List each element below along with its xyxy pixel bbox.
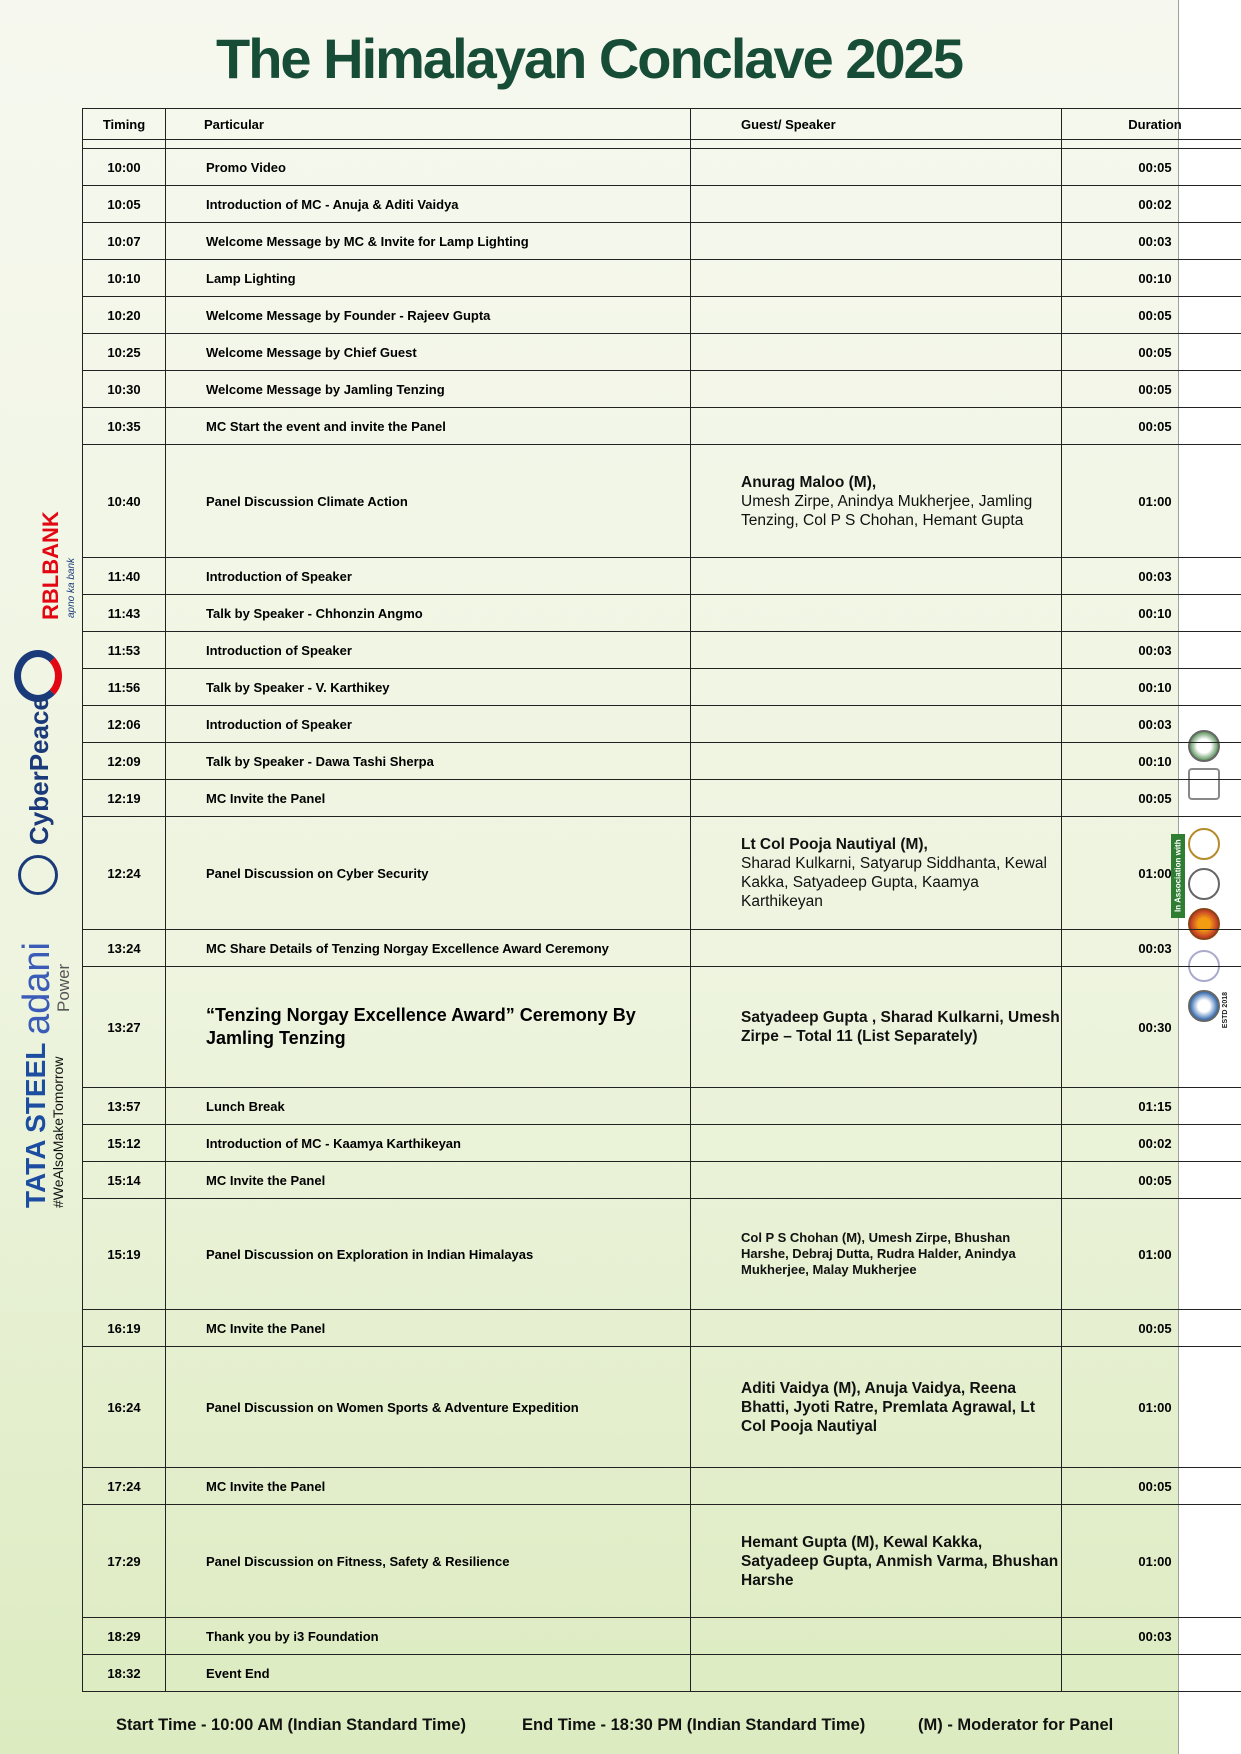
row-duration: 00:02 [1062, 186, 1241, 223]
row-particular: Talk by Speaker - Dawa Tashi Sherpa [166, 743, 691, 780]
footer-start-time: Start Time - 10:00 AM (Indian Standard Time) [116, 1716, 466, 1734]
row-guest [691, 223, 1062, 260]
row-time: 13:57 [83, 1088, 166, 1125]
row-guest [691, 1310, 1062, 1347]
row-time: 10:05 [83, 186, 166, 223]
row-time: 15:19 [83, 1199, 166, 1310]
row-duration: 00:03 [1062, 223, 1241, 260]
table-row [83, 1162, 1241, 1199]
row-duration: 01:00 [1062, 1505, 1241, 1618]
row-guest [691, 1505, 1062, 1618]
row-guest [691, 1468, 1062, 1505]
header-guest: Guest/ Speaker [691, 109, 1062, 140]
row-duration: 00:03 [1062, 930, 1241, 967]
rbl-mark-icon [14, 650, 62, 702]
table-row [83, 149, 1241, 186]
row-time: 18:32 [83, 1655, 166, 1692]
guest-moderator: Lt Col Pooja Nautiyal (M), [741, 836, 928, 853]
page-title: The Himalayan Conclave 2025 [216, 27, 962, 90]
tata-tagline: #WeAlsoMakeTomorrow [50, 1056, 66, 1208]
row-particular: Talk by Speaker - V. Karthikey [166, 669, 691, 706]
rbl-bank-logo: RBLBANK [38, 511, 63, 620]
row-time: 11:53 [83, 632, 166, 669]
row-duration: 01:00 [1062, 1347, 1241, 1468]
guest-moderator: Anurag Maloo (M), [741, 473, 877, 491]
row-time: 17:29 [83, 1505, 166, 1618]
cyberpeace-logo: CyberPeace [24, 696, 54, 845]
row-time: 10:35 [83, 408, 166, 445]
row-guest [691, 632, 1062, 669]
row-duration: 00:05 [1062, 1162, 1241, 1199]
row-time: 13:27 [83, 967, 166, 1088]
row-guest [691, 669, 1062, 706]
row-time: 11:43 [83, 595, 166, 632]
row-time: 12:19 [83, 780, 166, 817]
row-particular: MC Invite the Panel [166, 1310, 691, 1347]
row-guest [691, 1655, 1062, 1692]
row-time: 15:12 [83, 1125, 166, 1162]
table-row [83, 1310, 1241, 1347]
estd-label: ESTD 2018 [1222, 992, 1229, 1029]
row-time: 13:24 [83, 930, 166, 967]
table-row [83, 223, 1241, 260]
table-row [83, 1088, 1241, 1125]
adani-power-label: Power [54, 963, 73, 1012]
table-row [83, 780, 1241, 817]
row-particular: MC Invite the Panel [166, 1162, 691, 1199]
table-row [83, 967, 1241, 1088]
row-duration: 00:05 [1062, 1310, 1241, 1347]
row-particular: Panel Discussion on Women Sports & Adventure Expedition [166, 1347, 691, 1468]
row-duration: 00:05 [1062, 149, 1241, 186]
table-row [83, 371, 1241, 408]
row-duration: 00:05 [1062, 780, 1241, 817]
in-association-label: In Association with [1171, 834, 1185, 918]
row-time: 12:06 [83, 706, 166, 743]
table-row [83, 669, 1241, 706]
table-row [83, 558, 1241, 595]
row-duration: 00:10 [1062, 595, 1241, 632]
row-time: 11:56 [83, 669, 166, 706]
row-guest [691, 149, 1062, 186]
row-duration: 00:03 [1062, 632, 1241, 669]
row-time: 17:24 [83, 1468, 166, 1505]
row-particular: MC Invite the Panel [166, 780, 691, 817]
row-guest [691, 930, 1062, 967]
guest-list: Sharad Kulkarni, Satyarup Siddhanta, Kewal Kakka, Satyadeep Gupta, Kaamya Karthikeyan [741, 855, 1047, 910]
row-guest [691, 371, 1062, 408]
header-particular: Particular [166, 109, 691, 140]
row-particular: Introduction of Speaker [166, 558, 691, 595]
table-row [83, 930, 1241, 967]
table-row [83, 186, 1241, 223]
row-time: 10:40 [83, 445, 166, 558]
row-particular: Introduction of Speaker [166, 632, 691, 669]
row-duration: 00:03 [1062, 558, 1241, 595]
row-particular: MC Invite the Panel [166, 1468, 691, 1505]
row-duration: 01:00 [1062, 445, 1241, 558]
row-duration: 01:15 [1062, 1088, 1241, 1125]
row-duration: 00:30 [1062, 967, 1241, 1088]
row-particular: Welcome Message by Chief Guest [166, 334, 691, 371]
row-particular: Promo Video [166, 149, 691, 186]
row-guest [691, 297, 1062, 334]
row-time: 10:25 [83, 334, 166, 371]
row-guest [691, 595, 1062, 632]
row-particular: MC Start the event and invite the Panel [166, 408, 691, 445]
row-time: 16:24 [83, 1347, 166, 1468]
row-particular: Welcome Message by Founder - Rajeev Gupta [166, 297, 691, 334]
row-time: 12:24 [83, 817, 166, 930]
row-particular: Introduction of MC - Anuja & Aditi Vaidya [166, 186, 691, 223]
row-duration: 00:05 [1062, 297, 1241, 334]
row-guest [691, 1199, 1062, 1310]
table-row [83, 817, 1241, 930]
schedule-table [82, 108, 1241, 1692]
row-guest [691, 967, 1062, 1088]
row-guest [691, 1618, 1062, 1655]
table-row [83, 445, 1241, 558]
row-guest [691, 186, 1062, 223]
row-particular: Introduction of Speaker [166, 706, 691, 743]
row-time: 10:00 [83, 149, 166, 186]
row-duration: 00:02 [1062, 1125, 1241, 1162]
header-duration: Duration [1062, 109, 1241, 140]
row-guest [691, 1088, 1062, 1125]
row-particular: Panel Discussion on Fitness, Safety & Resilience [166, 1505, 691, 1618]
adani-logo: adani [16, 942, 58, 1035]
table-row [83, 743, 1241, 780]
table-row [83, 706, 1241, 743]
row-duration [1062, 1655, 1241, 1692]
table-row [83, 408, 1241, 445]
row-guest [691, 260, 1062, 297]
table-row [83, 1125, 1241, 1162]
rbl-tagline: apno ka bank [66, 557, 77, 618]
row-guest [691, 408, 1062, 445]
table-row [83, 595, 1241, 632]
row-duration: 01:00 [1062, 817, 1241, 930]
row-duration: 00:05 [1062, 1468, 1241, 1505]
table-row [83, 632, 1241, 669]
row-particular: Talk by Speaker - Chhonzin Angmo [166, 595, 691, 632]
row-guest [691, 1162, 1062, 1199]
table-row [83, 1347, 1241, 1468]
table-row [83, 1199, 1241, 1310]
row-particular: Thank you by i3 Foundation [166, 1618, 691, 1655]
row-particular: “Tenzing Norgay Excellence Award” Ceremony By Jamling Tenzing [166, 967, 691, 1088]
row-time: 10:20 [83, 297, 166, 334]
row-particular: Panel Discussion on Exploration in Indian Himalayas [166, 1199, 691, 1310]
footer-bar [0, 1716, 1178, 1740]
row-time: 16:19 [83, 1310, 166, 1347]
cyberpeace-mark-icon [18, 855, 58, 895]
row-duration: 01:00 [1062, 1199, 1241, 1310]
row-particular: Lunch Break [166, 1088, 691, 1125]
row-guest [691, 445, 1062, 558]
table-row [83, 334, 1241, 371]
guest-list: Aditi Vaidya (M), Anuja Vaidya, Reena Bhatti, Jyoti Ratre, Premlata Agrawal, Lt Col Pooja Nautiyal [741, 1379, 1036, 1435]
footer-moderator-note: (M) - Moderator for Panel [918, 1716, 1114, 1734]
row-guest [691, 743, 1062, 780]
row-time: 11:40 [83, 558, 166, 595]
row-guest [691, 1347, 1062, 1468]
guest-list: Umesh Zirpe, Anindya Mukherjee, Jamling Tenzing, Col P S Chohan, Hemant Gupta [741, 492, 1033, 529]
table-header-row [83, 109, 1241, 140]
row-guest [691, 558, 1062, 595]
row-particular: Panel Discussion Climate Action [166, 445, 691, 558]
sponsor-logos [8, 480, 78, 1240]
footer-end-time: End Time - 18:30 PM (Indian Standard Time) [522, 1716, 866, 1734]
guest-list: Col P S Chohan (M), Umesh Zirpe, Bhushan Harshe, Debraj Dutta, Rudra Halder, Anindya Mukherjee, Malay Mukherjee [741, 1230, 1016, 1277]
row-particular: MC Share Details of Tenzing Norgay Excellence Award Ceremony [166, 930, 691, 967]
table-spacer [83, 140, 1241, 149]
row-duration: 00:10 [1062, 260, 1241, 297]
table-row [83, 1505, 1241, 1618]
tata-steel-logo: TATA STEEL [20, 1042, 51, 1208]
row-time: 15:14 [83, 1162, 166, 1199]
row-duration: 00:05 [1062, 371, 1241, 408]
table-row [83, 1468, 1241, 1505]
row-time: 10:10 [83, 260, 166, 297]
row-time: 10:07 [83, 223, 166, 260]
row-duration: 00:03 [1062, 1618, 1241, 1655]
table-row [83, 1618, 1241, 1655]
row-guest [691, 1125, 1062, 1162]
row-duration: 00:10 [1062, 669, 1241, 706]
row-guest [691, 817, 1062, 930]
row-duration: 00:05 [1062, 408, 1241, 445]
row-guest [691, 706, 1062, 743]
row-duration: 00:03 [1062, 706, 1241, 743]
table-row [83, 1655, 1241, 1692]
header-timing: Timing [83, 109, 166, 140]
guest-list: Hemant Gupta (M), Kewal Kakka, Satyadeep Gupta, Anmish Varma, Bhushan Harshe [741, 1533, 1059, 1589]
row-particular: Introduction of MC - Kaamya Karthikeyan [166, 1125, 691, 1162]
row-time: 18:29 [83, 1618, 166, 1655]
row-particular: Panel Discussion on Cyber Security [166, 817, 691, 930]
table-row [83, 297, 1241, 334]
guest-list: Satyadeep Gupta , Sharad Kulkarni, Umesh Zirpe – Total 11 (List Separately) [741, 1009, 1060, 1045]
row-time: 12:09 [83, 743, 166, 780]
table-row [83, 260, 1241, 297]
row-duration: 00:05 [1062, 334, 1241, 371]
row-duration: 00:10 [1062, 743, 1241, 780]
row-particular: Lamp Lighting [166, 260, 691, 297]
row-time: 10:30 [83, 371, 166, 408]
row-guest [691, 334, 1062, 371]
row-particular: Welcome Message by Jamling Tenzing [166, 371, 691, 408]
row-particular: Event End [166, 1655, 691, 1692]
row-particular: Welcome Message by MC & Invite for Lamp Lighting [166, 223, 691, 260]
row-guest [691, 780, 1062, 817]
